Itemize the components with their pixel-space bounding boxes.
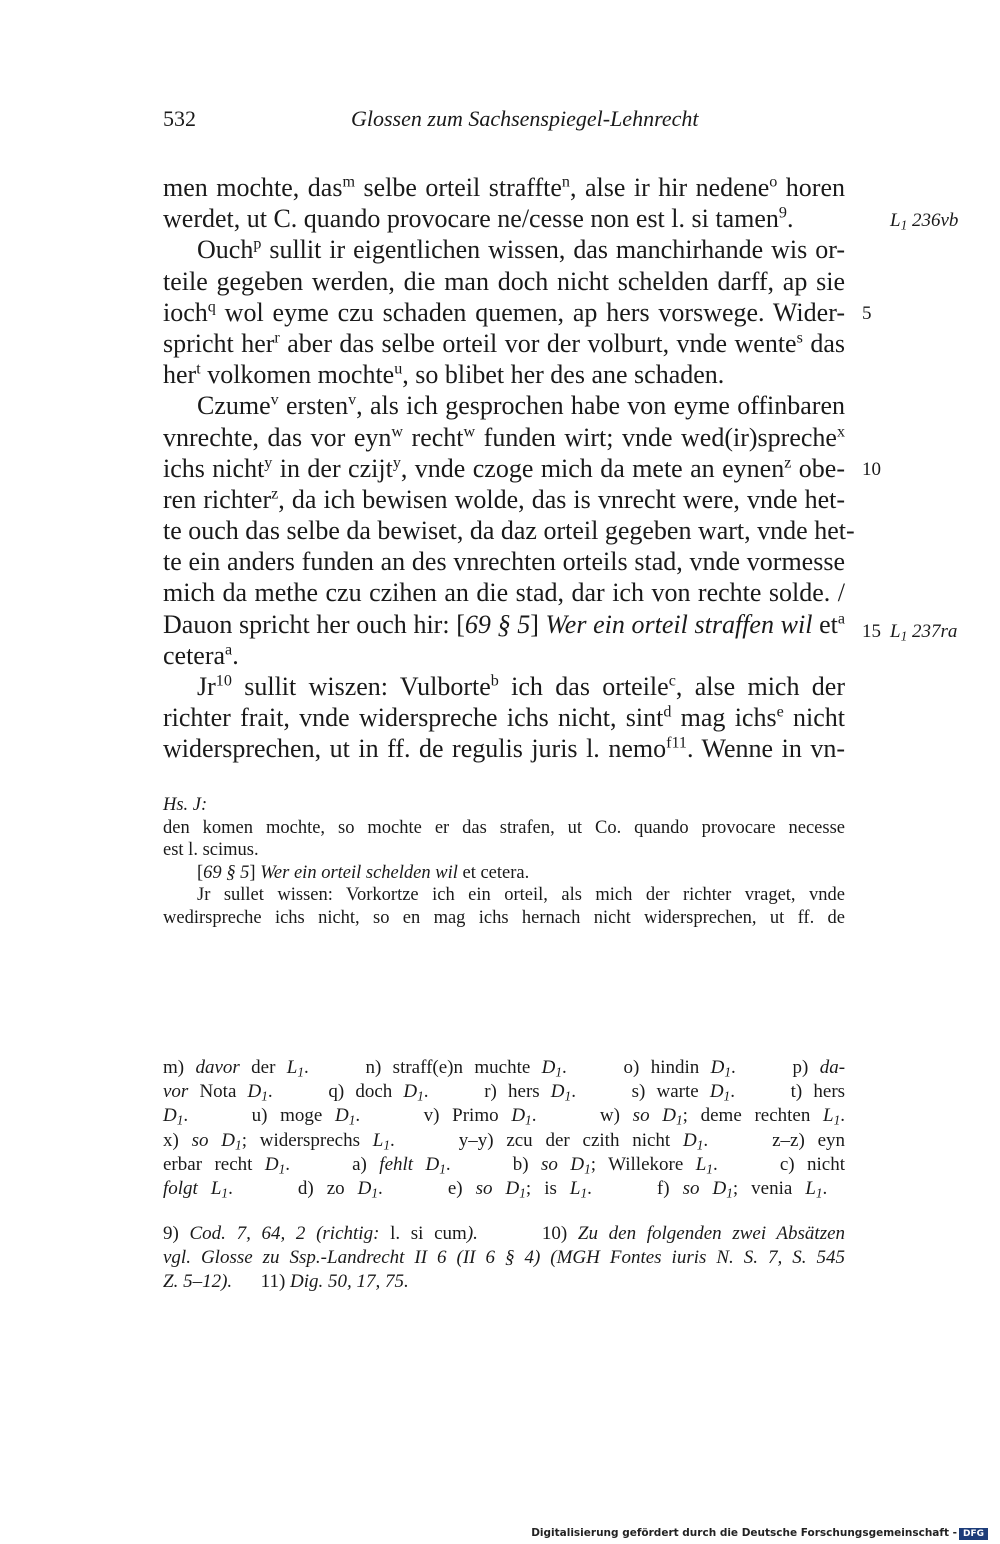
footnotes <box>163 1222 845 1295</box>
text-line: ichs nicht$^y$ in der czijt$^y$, vnde czoge mich da mete an eynen$^z$ obe- <box>163 453 845 483</box>
line-number-5: 5 <box>862 303 872 324</box>
line-number-15: 15 <box>862 621 881 642</box>
variant-line: wedirspreche ichs nicht, so en mag ichs hernach nicht widersprechen, ut ff. de <box>163 907 845 928</box>
running-title: Glossen zum Sachsenspiegel-Lehnrecht <box>351 106 699 131</box>
text-line: Jr$^{10}$ sullit wiszen: Vulborte$^b$ ich das orteile$^c$, alse mich der <box>197 672 846 701</box>
apparatus-line: x) so D1; widersprechs L1. y–y) zcu der czith nicht D1. z–z) eyn <box>163 1129 846 1152</box>
dfg-logo: DFG <box>959 1528 988 1540</box>
variant-line: est l. scimus. <box>163 840 259 860</box>
digitization-credit <box>531 1527 988 1540</box>
text-line: Dauon spricht her ouch hir: [69 § 5] Wer ein orteil straffen wil $et^a$ <box>163 609 845 639</box>
credit-text: Digitalisierung gefördert durch die Deutsche Forschungsgemeinschaft - <box>531 1527 957 1539</box>
manuscript-variant <box>163 794 845 929</box>
footnote-line: vgl. Glosse zu Ssp.-Landrecht II 6 (II 6 § 4) (MGH Fontes iuris N. S. 7, S. 545 <box>163 1247 845 1269</box>
variant-label: Hs. J: <box>163 795 208 815</box>
text-line: werdet, ut C. quando provocare ne/cesse non est l. si tamen$^9$. <box>163 204 794 234</box>
text-line: te ein anders funden an des vnrechten orteils stad, vnde vormesse <box>163 547 845 577</box>
line-number-10: 10 <box>862 459 881 480</box>
apparatus-line: vor Nota D1. q) doch D1. r) hers D1. s) warte D1. t) hers <box>163 1081 846 1104</box>
main-text <box>163 172 855 765</box>
text-line: Czume$^v$ ersten$^v$, als ich gesprochen habe von eyme offinbaren <box>197 391 845 421</box>
text-line: mich da methe czu czihen an die stad, dar ich von rechte solde. / <box>163 578 845 608</box>
critical-apparatus <box>163 1056 845 1201</box>
text-line: ioch$^q$ wol eyme czu schaden quemen, ap hers vorswege. Wider- <box>163 297 845 327</box>
variant-line: Jr sullet wissen: Vorkortze ich ein orteil, als mich der richter vraget, vnde <box>197 885 845 905</box>
text-line: spricht her$^r$ aber das selbe orteil vor der volburt, vnde wente$^s$ das <box>163 328 845 358</box>
text-line: men mochte, das$^m$ selbe orteil straffte$^n$, alse ir hir nedene$^o$ horen <box>163 173 846 202</box>
manuscript-ref <box>890 210 958 232</box>
apparatus-line: erbar recht D1. a) fehlt D1. b) so D1; Willekore L1. c) nicht <box>163 1153 846 1177</box>
footnote-line: Z. 5–12). 11) Dig. 50, 17, 75. <box>163 1271 409 1293</box>
text-line: richter frait, vnde widerspreche ichs nicht, sint$^d$ mag ichs$^e$ nicht <box>163 703 845 733</box>
text-line: ren richter$^z$, da ich bewisen wolde, das is vnrecht were, vnde het- <box>163 484 846 514</box>
text-line: teile gegeben werden, die man doch nicht schelden darff, ap sie <box>163 266 845 296</box>
apparatus-line: D1. u) moge D1. v) Primo D1. w) so D1; deme rechten L1. <box>163 1105 846 1128</box>
manuscript-ref <box>890 621 957 643</box>
manuscript-ref-text: L1 236vb <box>890 210 959 233</box>
text-line: widersprechen, ut in ff. de regulis juris l. nemo$^{f11}$. Wenne in vn- <box>163 734 846 764</box>
manuscript-ref-text: L1 237ra <box>890 621 958 644</box>
text-line: her$^t$ volkomen mochte$^u$, so blibet her des ane schaden. <box>163 360 725 390</box>
variant-line: [69 § 5] Wer ein orteil schelden wil et cetera. <box>197 862 530 883</box>
text-line: cetera$^a$. <box>163 640 239 670</box>
apparatus-line: m) davor der L1. n) straff(e)n muchte D1. o) hindin D1. p) da- <box>163 1057 846 1080</box>
text-line: vnrechte, das vor eyn$^w$ recht$^w$ funden wirt; vnde wed(ir)spreche$^x$ <box>163 422 846 452</box>
text-line: Ouch$^p$ sullit ir eigentlichen wissen, das manchirhande wis or- <box>197 235 845 265</box>
apparatus-line: folgt L1. d) zo D1. e) so D1; is L1. f) so D1; venia L1. <box>163 1177 828 1201</box>
variant-line: den komen mochte, so mochte er das strafen, ut Co. quando provocare necesse <box>163 817 845 838</box>
text-line: te ouch das selbe da bewiset, da daz orteil gegeben wart, vnde het- <box>163 516 855 546</box>
footnote-line: 9) Cod. 7, 64, 2 (richtig: l. si cum). 10) Zu den folgenden zwei Absätzen <box>163 1223 846 1244</box>
page-number: 532 <box>163 106 196 131</box>
